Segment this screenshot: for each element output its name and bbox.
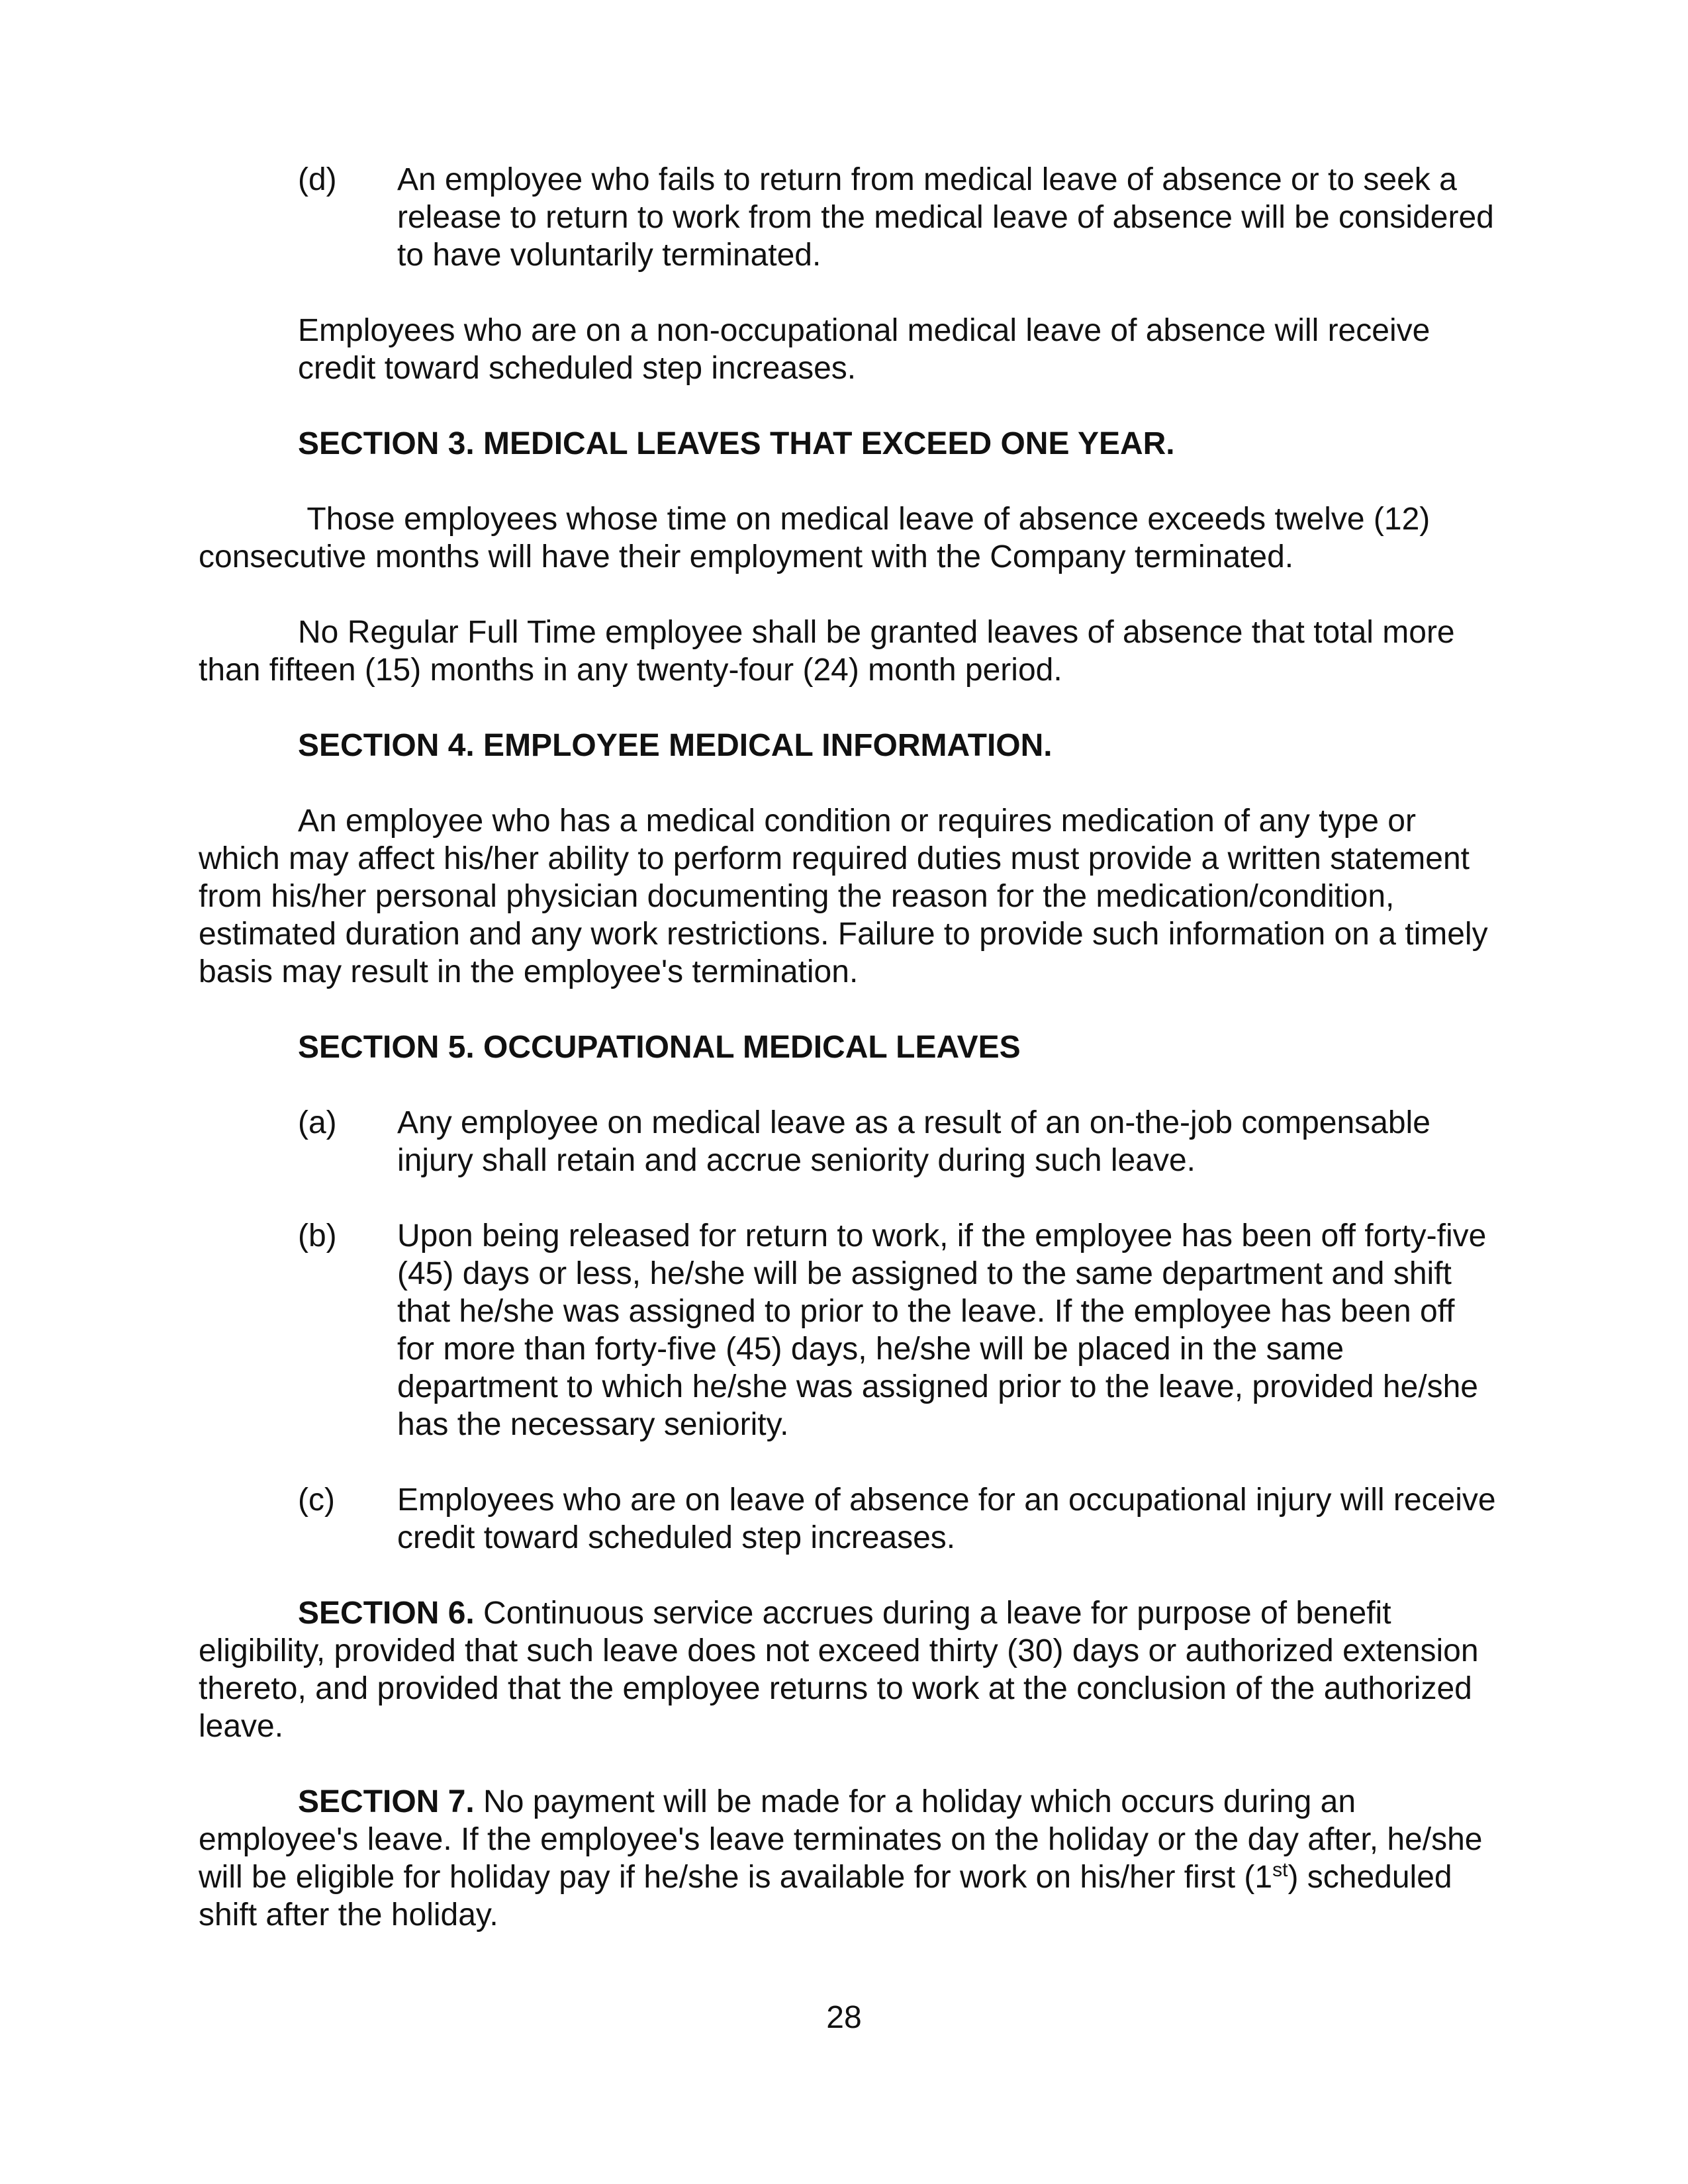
section-6-paragraph: [199, 1594, 1496, 1745]
list-marker: (b): [298, 1218, 337, 1253]
section-7-text-end: ) scheduled shift after the holiday.: [199, 1860, 1461, 1933]
step-credit-paragraph: Employees who are on a non-occupational medical leave of absence will receive credit toward scheduled step increases.: [298, 313, 1430, 386]
list-marker: (a): [298, 1105, 337, 1140]
section-3-paragraph-1: Those employees whose time on medical leave of absence exceeds twelve (12) consecutive months will have their employment with the Company terminated.: [199, 502, 1439, 574]
list-item-text: Any employee on medical leave as a result of an on-the-job compensable injury shall retain and accrue seniority during such leave.: [397, 1105, 1430, 1178]
list-item-text: An employee who fails to return from medical leave of absence or to seek a release to return to work from the medical leave of absence will be considered to have voluntarily terminated.: [397, 162, 1494, 273]
section-7-paragraph: [199, 1783, 1496, 1934]
list-item-text: Upon being released for return to work, if the employee has been off forty-five (45) days or less, he/she will be assigned to the same department and shift that he/she was assigned to prior to the leave. If the employee has been off for more than forty-five (45) days, he/she will be placed in the same department to which he/she was assigned prior to the leave, provided he/she has the necessary seniority.: [397, 1218, 1487, 1442]
section-4-heading: SECTION 4. EMPLOYEE MEDICAL INFORMATION.: [298, 728, 1053, 763]
section-6-label: SECTION 6.: [298, 1596, 475, 1631]
list-marker: (d): [298, 162, 337, 197]
ordinal-suffix: st: [1272, 1859, 1288, 1881]
list-item-text: Employees who are on leave of absence for an occupational injury will receive credit toward scheduled step increases.: [397, 1482, 1496, 1555]
list-marker: (c): [298, 1482, 335, 1518]
section-7-text: No payment will be made for a holiday which occurs during an employee's leave. If the employee's leave terminates on the holiday or the day after, he/she will be eligible for holiday pay if he/she is available for work on his/her first (1: [199, 1784, 1491, 1895]
section-6-text: Continuous service accrues during a leave for purpose of benefit eligibility, provided that such leave does not exceed thirty (30) days or authorized extension thereto, and provided that the employee returns to work at the conclusion of the authorized leave.: [199, 1596, 1487, 1744]
page-number: 28: [826, 2000, 862, 2035]
section-4-paragraph: An employee who has a medical condition or requires medication of any type or which may affect his/her ability to perform required duties must provide a written statement from his/her personal physician documenting the reason for the medication/condition, estimated duration and any work restrictions. Failure to provide such information on a timely basis may result in the employee's termination.: [199, 803, 1488, 989]
section-3-heading: SECTION 3. MEDICAL LEAVES THAT EXCEED ONE YEAR.: [298, 426, 1175, 461]
section-5-heading: SECTION 5. OCCUPATIONAL MEDICAL LEAVES: [298, 1030, 1021, 1065]
section-3-paragraph-2: No Regular Full Time employee shall be granted leaves of absence that total more than fifteen (15) months in any twenty-four (24) month period.: [199, 615, 1455, 688]
section-7-label: SECTION 7.: [298, 1784, 475, 1819]
